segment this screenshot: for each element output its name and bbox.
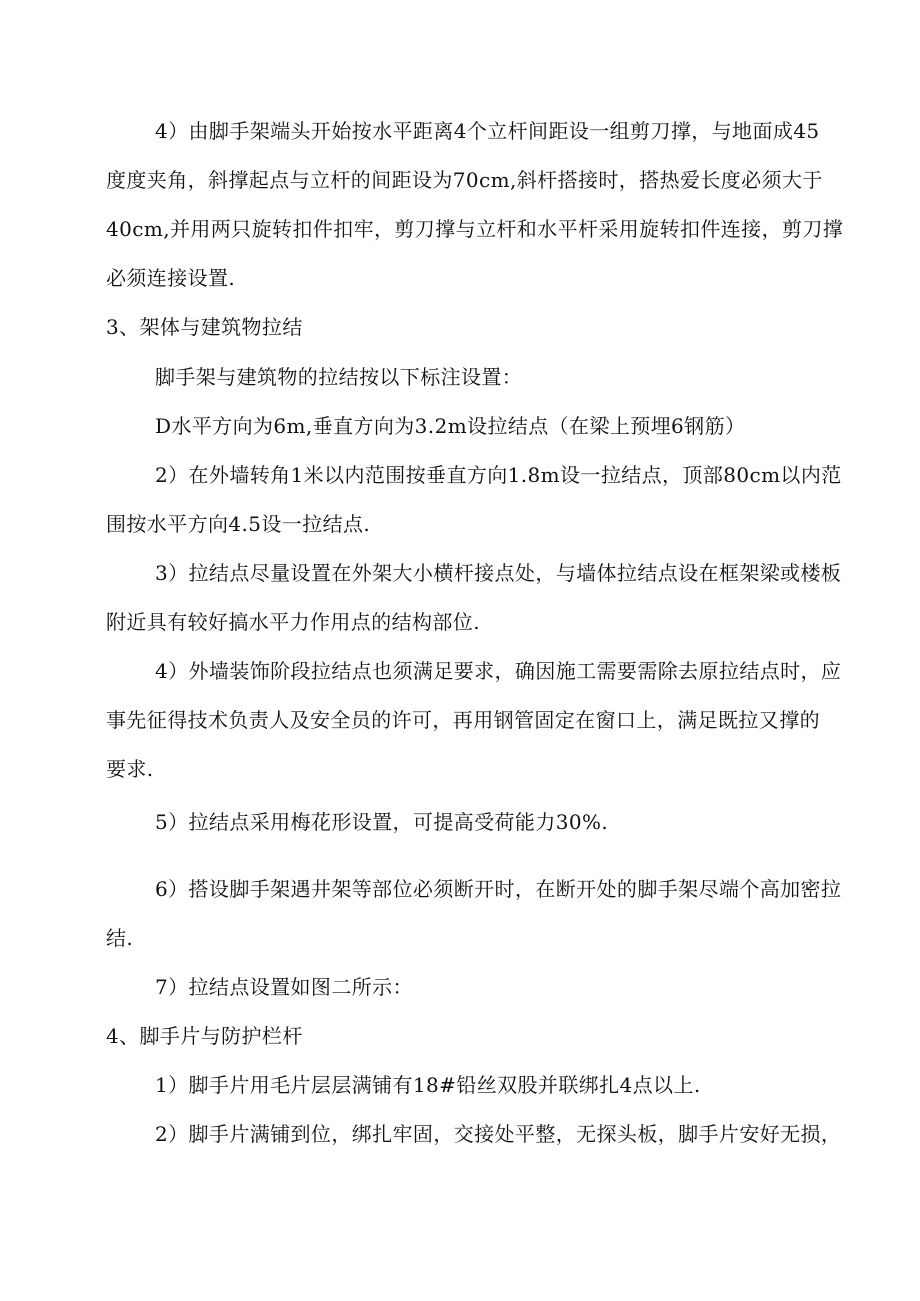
paragraph-line: 40cm,并用两只旋转扣件扣牢，剪刀撑与立杆和水平杆采用旋转扣件连接，剪刀撑: [106, 217, 844, 241]
paragraph-line: 5）拉结点采用梅花形设置，可提高受荷能力30%.: [155, 810, 609, 834]
section-heading: 3、架体与建筑物拉结: [106, 315, 303, 339]
paragraph-line: 7）拉结点设置如图二所示：: [155, 975, 413, 999]
paragraph-line: 结.: [106, 926, 134, 950]
paragraph-line: 要求.: [106, 757, 154, 781]
paragraph-line: 4）由脚手架端头开始按水平距离4个立杆间距设一组剪刀撑，与地面成45: [155, 119, 820, 143]
paragraph-line: 2）脚手片满铺到位，绑扎牢固，交接处平整，无探头板，脚手片安好无损，: [155, 1122, 842, 1146]
paragraph-line: D水平方向为6m,垂直方向为3.2m设拉结点（在梁上预埋6钢筋）: [155, 414, 746, 438]
paragraph-line: 必须连接设置.: [106, 266, 236, 290]
paragraph-line: 4）外墙装饰阶段拉结点也须满足要求，确因施工需要需除去原拉结点时，应: [155, 659, 842, 683]
paragraph-line: 围按水平方向4.5设一拉结点.: [106, 512, 371, 536]
paragraph-line: 附近具有较好搞水平力作用点的结构部位.: [106, 610, 480, 634]
paragraph-line: 度度夹角，斜撑起点与立杆的间距设为70cm,斜杆搭接时，搭热爱长度必须大于: [106, 168, 823, 192]
paragraph-line: 脚手架与建筑物的拉结按以下标注设置：: [155, 365, 523, 389]
paragraph-line: 事先征得技术负责人及安全员的许可，再用钢管固定在窗口上，满足既拉又撑的: [106, 708, 820, 732]
paragraph-line: 2）在外墙转角1米以内范围按垂直方向1.8m设一拉结点，顶部80cm以内范: [155, 463, 842, 487]
paragraph-line: 3）拉结点尽量设置在外架大小横杆接点处，与墙体拉结点设在框架梁或楼板: [155, 561, 842, 585]
section-heading: 4、脚手片与防护栏杆: [106, 1024, 303, 1048]
paragraph-line: 6）搭设脚手架遇井架等部位必须断开时，在断开处的脚手架尽端个高加密拉: [155, 877, 842, 901]
paragraph-line: 1）脚手片用毛片层层满铺有18#铅丝双股并联绑扎4点以上.: [155, 1073, 701, 1097]
